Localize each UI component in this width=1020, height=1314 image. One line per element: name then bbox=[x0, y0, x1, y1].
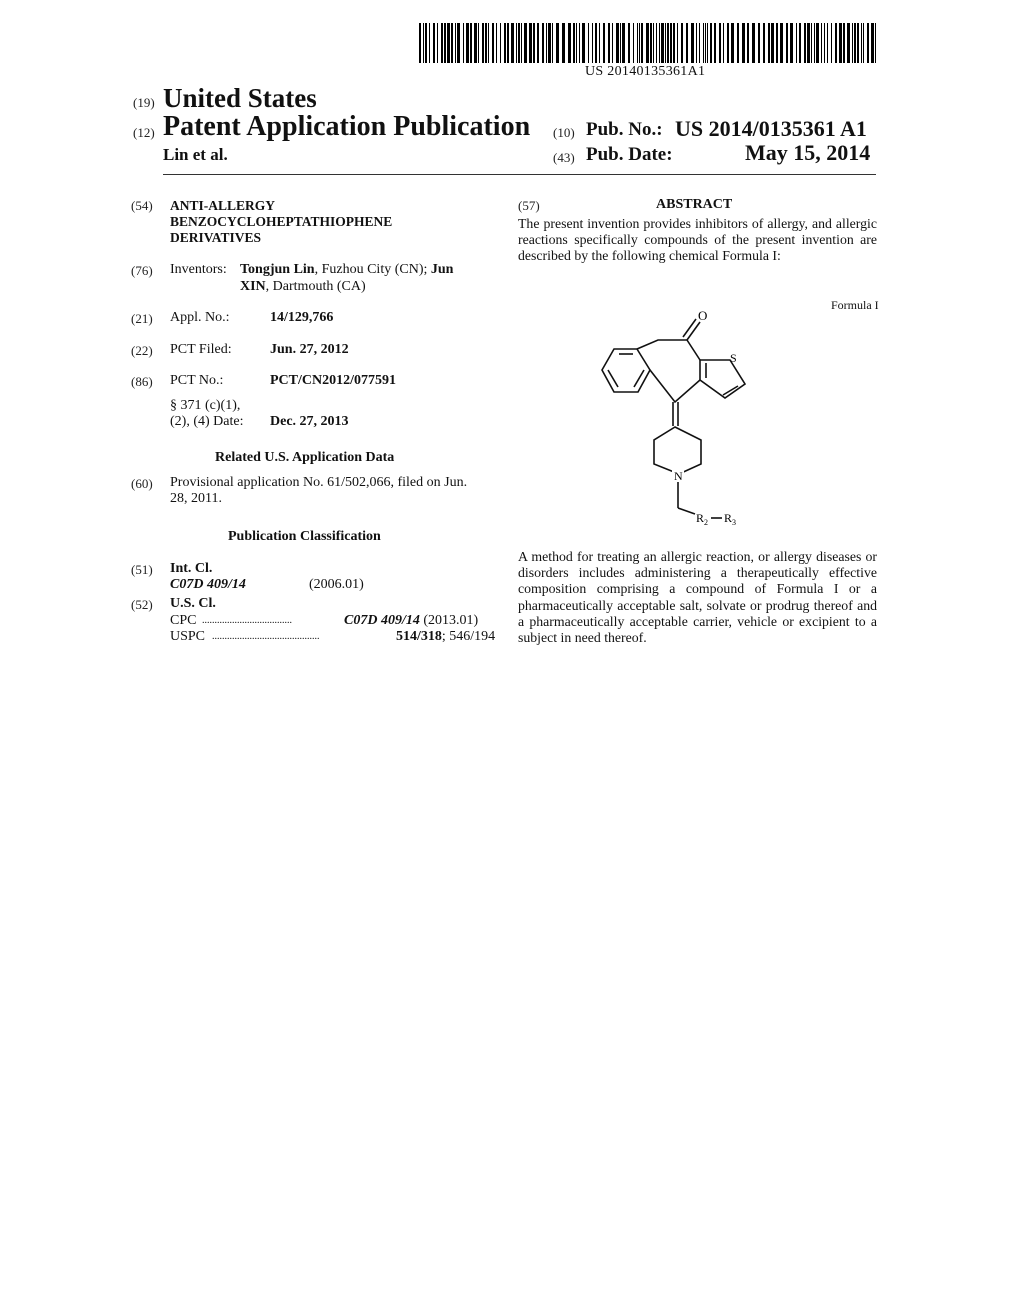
barcode-bar bbox=[839, 23, 842, 63]
cycloheptane-upper bbox=[637, 340, 700, 360]
pct-no-label: PCT No.: bbox=[170, 373, 224, 388]
barcode-bar bbox=[533, 23, 535, 63]
barcode-bar bbox=[437, 23, 438, 63]
barcode-bar bbox=[857, 23, 859, 63]
barcode-bar bbox=[763, 23, 765, 63]
barcode-bar bbox=[710, 23, 712, 63]
barcode-bar bbox=[686, 23, 688, 63]
barcode-bar bbox=[478, 23, 479, 63]
r3-subscript: 3 bbox=[732, 518, 737, 527]
inventor-1-location: , Fuzhou City (CN); bbox=[314, 262, 428, 277]
barcode-bar bbox=[780, 23, 783, 63]
barcode-bar bbox=[843, 23, 845, 63]
cpc-label: CPC bbox=[170, 613, 197, 628]
barcode-bar bbox=[474, 23, 477, 63]
barcode-bar bbox=[703, 23, 704, 63]
barcode-bar bbox=[433, 23, 435, 63]
barcode-bar bbox=[641, 23, 643, 63]
barcode-bar bbox=[646, 23, 649, 63]
appl-code: (21) bbox=[131, 311, 153, 326]
abstract-code: (57) bbox=[518, 198, 540, 213]
int-cl-code: (51) bbox=[131, 562, 153, 577]
barcode-bar bbox=[637, 23, 638, 63]
authors: Lin et al. bbox=[163, 145, 228, 164]
title-line-1: ANTI-ALLERGY bbox=[170, 198, 276, 213]
int-cl-year: (2006.01) bbox=[309, 577, 364, 592]
barcode-bar bbox=[707, 23, 708, 63]
uspc-main: 514/318 bbox=[396, 629, 442, 644]
barcode-bar bbox=[742, 23, 745, 63]
barcode-bar bbox=[799, 23, 801, 63]
country-code: (19) bbox=[133, 95, 155, 110]
cpc-class: C07D 409/14 bbox=[344, 613, 420, 628]
barcode-bar bbox=[562, 23, 565, 63]
pub-no-label: Pub. No.: bbox=[586, 119, 663, 140]
barcode-bar bbox=[507, 23, 509, 63]
barcode-bar bbox=[537, 23, 539, 63]
appl-label: Appl. No.: bbox=[170, 310, 230, 325]
inventors-label: Inventors: bbox=[170, 262, 227, 277]
related-data-heading: Related U.S. Application Data bbox=[215, 450, 395, 465]
pub-class-heading: Publication Classification bbox=[228, 529, 381, 544]
r3-letter: R bbox=[724, 511, 733, 525]
uspc-dots: ........................................... bbox=[212, 631, 320, 642]
barcode-bar bbox=[582, 23, 585, 63]
barcode-bar bbox=[811, 23, 812, 63]
barcode-bar bbox=[758, 23, 760, 63]
barcode-bar bbox=[776, 23, 778, 63]
barcode-bar bbox=[444, 23, 446, 63]
barcode-bar bbox=[807, 23, 810, 63]
barcode-bar bbox=[524, 23, 527, 63]
barcode-bar bbox=[529, 23, 532, 63]
provisional-code: (60) bbox=[131, 476, 153, 491]
barcode-bar bbox=[573, 23, 575, 63]
barcode-bar bbox=[447, 23, 450, 63]
barcode-graphic bbox=[419, 23, 876, 63]
methylene-r2-bond bbox=[678, 508, 695, 514]
barcode-bar bbox=[786, 23, 788, 63]
formula-label: Formula I bbox=[831, 298, 879, 312]
pub-date-code: (43) bbox=[553, 150, 575, 165]
barcode-bar bbox=[429, 23, 430, 63]
sulfur-atom: S bbox=[730, 351, 737, 365]
barcode-bar bbox=[861, 23, 862, 63]
ketone-bond-b bbox=[683, 319, 696, 337]
cpc-year: (2013.01) bbox=[423, 613, 479, 628]
barcode-bar bbox=[616, 23, 619, 63]
ketone-bond-a bbox=[687, 322, 700, 340]
inventors-code: (76) bbox=[131, 263, 153, 278]
pct-filed-value: Jun. 27, 2012 bbox=[270, 342, 349, 357]
inventors-line-1 bbox=[240, 262, 453, 279]
abstract-paragraph-2: A method for treating an allergic reaction, or allergy diseases or disorders includes administering a therapeutically effective composition comprising a compound of Formula I or a pharmaceutically acceptable salt, solvate or prodrug thereof and a pharmaceutically acceptable carrier, vehicle or excipient to a subject in need thereof. bbox=[518, 549, 877, 646]
formula-structure bbox=[590, 300, 790, 532]
barcode-bar bbox=[699, 23, 700, 63]
barcode-bar bbox=[455, 23, 456, 63]
barcode-bar bbox=[665, 23, 666, 63]
barcode-bar bbox=[705, 23, 706, 63]
barcode-bar bbox=[423, 23, 424, 63]
barcode-bar bbox=[673, 23, 675, 63]
barcode-bar bbox=[496, 23, 497, 63]
barcode-bar bbox=[451, 23, 453, 63]
nitrogen-atom: N bbox=[674, 469, 683, 483]
barcode-bar bbox=[441, 23, 443, 63]
cycloheptane-lower bbox=[650, 370, 700, 402]
barcode-bar bbox=[816, 23, 819, 63]
barcode-bar bbox=[612, 23, 613, 63]
barcode-bar bbox=[470, 23, 472, 63]
barcode-bar bbox=[871, 23, 874, 63]
barcode-bar bbox=[608, 23, 610, 63]
barcode-bar bbox=[511, 23, 514, 63]
barcode-bar bbox=[653, 23, 654, 63]
barcode-bar bbox=[546, 23, 547, 63]
pub-date-value: May 15, 2014 bbox=[745, 140, 871, 165]
barcode-bar bbox=[588, 23, 589, 63]
barcode-bar bbox=[714, 23, 716, 63]
r3-group bbox=[724, 511, 736, 527]
barcode-bar bbox=[821, 23, 822, 63]
s371-value: Dec. 27, 2013 bbox=[270, 414, 349, 429]
appl-value: 14/129,766 bbox=[270, 310, 334, 325]
barcode-bar bbox=[768, 23, 770, 63]
barcode-bar bbox=[804, 23, 806, 63]
barcode-bar bbox=[835, 23, 837, 63]
inventor-2-location: , Dartmouth (CA) bbox=[265, 279, 366, 294]
barcode-bar bbox=[516, 23, 517, 63]
barcode-bar bbox=[463, 23, 464, 63]
pct-filed-code: (22) bbox=[131, 343, 153, 358]
barcode-bar bbox=[425, 23, 427, 63]
barcode-bar bbox=[628, 23, 630, 63]
barcode-bar bbox=[552, 23, 553, 63]
barcode-bar bbox=[681, 23, 683, 63]
barcode-bar bbox=[518, 23, 520, 63]
pct-no-value: PCT/CN2012/077591 bbox=[270, 373, 396, 388]
oxygen-atom: O bbox=[698, 308, 708, 323]
barcode-bar bbox=[661, 23, 664, 63]
int-cl-label: Int. Cl. bbox=[170, 561, 213, 576]
abstract-paragraph-1: The present invention provides inhibitors of allergy, and allergic reactions specifically compounds of the present invention are described by the following chemical Formula I: bbox=[518, 216, 877, 264]
header-divider bbox=[163, 174, 876, 175]
title-line-3: DERIVATIVES bbox=[170, 230, 262, 245]
barcode-bar bbox=[633, 23, 634, 63]
provisional-line-1: Provisional application No. 61/502,066, filed on Jun. bbox=[170, 475, 468, 490]
barcode-bar bbox=[854, 23, 856, 63]
barcode-bar bbox=[656, 23, 657, 63]
pct-no-code: (86) bbox=[131, 374, 153, 389]
barcode-bar bbox=[814, 23, 815, 63]
barcode-number: US 20140135361A1 bbox=[585, 64, 706, 79]
barcode-bar bbox=[485, 23, 487, 63]
barcode-bar bbox=[492, 23, 494, 63]
inventor-1-name: Tongjun Lin bbox=[240, 262, 315, 277]
barcode-bar bbox=[875, 23, 876, 63]
uspc-line bbox=[170, 629, 496, 646]
r2-letter: R bbox=[696, 511, 705, 525]
us-cl-code: (52) bbox=[131, 597, 153, 612]
barcode-bar bbox=[419, 23, 421, 63]
inventors-line-2 bbox=[240, 279, 366, 296]
inventor-2-first-name: Jun bbox=[430, 262, 454, 277]
barcode-bar bbox=[548, 23, 551, 63]
invention-title bbox=[170, 198, 392, 246]
barcode-bar bbox=[731, 23, 734, 63]
pub-no-value: US 2014/0135361 A1 bbox=[675, 116, 867, 141]
uspc-label: USPC bbox=[170, 629, 206, 644]
abstract-heading: ABSTRACT bbox=[656, 197, 733, 212]
barcode-bar bbox=[747, 23, 749, 63]
barcode-bar bbox=[542, 23, 544, 63]
barcode-bar bbox=[488, 23, 489, 63]
barcode-bar bbox=[867, 23, 869, 63]
barcode-bar bbox=[667, 23, 669, 63]
barcode-bar bbox=[670, 23, 672, 63]
barcode-bar bbox=[677, 23, 678, 63]
barcode-bar bbox=[620, 23, 621, 63]
barcode-bar bbox=[622, 23, 625, 63]
s371-line-2: (2), (4) Date: bbox=[170, 414, 244, 429]
s371-line-1: § 371 (c)(1), bbox=[170, 398, 241, 413]
barcode-bar bbox=[827, 23, 828, 63]
uspc-rest: ; 546/194 bbox=[441, 629, 496, 644]
barcode-bar bbox=[863, 23, 864, 63]
cpc-dots: .................................... bbox=[202, 615, 292, 626]
barcode-bar bbox=[696, 23, 697, 63]
barcode-bar bbox=[723, 23, 724, 63]
barcode-bar bbox=[790, 23, 793, 63]
provisional-line-2: 28, 2011. bbox=[170, 491, 222, 506]
barcode-bar bbox=[500, 23, 501, 63]
r2-group bbox=[696, 511, 708, 527]
cpc-line bbox=[170, 613, 490, 630]
barcode-bar bbox=[727, 23, 729, 63]
barcode-bar bbox=[691, 23, 694, 63]
int-cl-class: C07D 409/14 bbox=[170, 577, 246, 592]
barcode-bar bbox=[847, 23, 850, 63]
barcode-bar bbox=[852, 23, 853, 63]
barcode-bar bbox=[556, 23, 559, 63]
barcode-bar bbox=[595, 23, 597, 63]
barcode-bar bbox=[796, 23, 797, 63]
country-name: United States bbox=[163, 83, 317, 113]
barcode-bar bbox=[752, 23, 755, 63]
title-line-2: BENZOCYCLOHEPTATHIOPHENE bbox=[170, 214, 393, 229]
pub-date-label: Pub. Date: bbox=[586, 144, 673, 165]
barcode-bar bbox=[831, 23, 832, 63]
barcode-bar bbox=[521, 23, 522, 63]
title-code: (54) bbox=[131, 198, 153, 213]
barcode-bar bbox=[592, 23, 593, 63]
barcode-bar bbox=[599, 23, 600, 63]
doc-type-code: (12) bbox=[133, 125, 155, 140]
inventor-2-last-name: XIN bbox=[240, 279, 266, 294]
uspc-value bbox=[396, 629, 495, 646]
barcode-bar bbox=[504, 23, 506, 63]
barcode-bar bbox=[568, 23, 571, 63]
piperidine-ring bbox=[654, 427, 701, 474]
barcode-bar bbox=[579, 23, 580, 63]
barcode-bar bbox=[466, 23, 469, 63]
barcode-bar bbox=[639, 23, 640, 63]
us-cl-label: U.S. Cl. bbox=[170, 596, 216, 611]
barcode-bar bbox=[824, 23, 825, 63]
barcode-bar bbox=[650, 23, 652, 63]
barcode-bar bbox=[659, 23, 660, 63]
doc-type-title: Patent Application Publication bbox=[163, 111, 531, 142]
barcode-bar bbox=[719, 23, 721, 63]
barcode-bar bbox=[737, 23, 739, 63]
barcode-bar bbox=[576, 23, 577, 63]
cpc-value bbox=[344, 613, 478, 630]
r2-subscript: 2 bbox=[704, 518, 709, 527]
pct-filed-label: PCT Filed: bbox=[170, 342, 232, 357]
barcode-bar bbox=[482, 23, 484, 63]
pub-no-code: (10) bbox=[553, 125, 575, 140]
barcode-bar bbox=[603, 23, 605, 63]
barcode-bar bbox=[771, 23, 774, 63]
barcode-bar bbox=[457, 23, 460, 63]
